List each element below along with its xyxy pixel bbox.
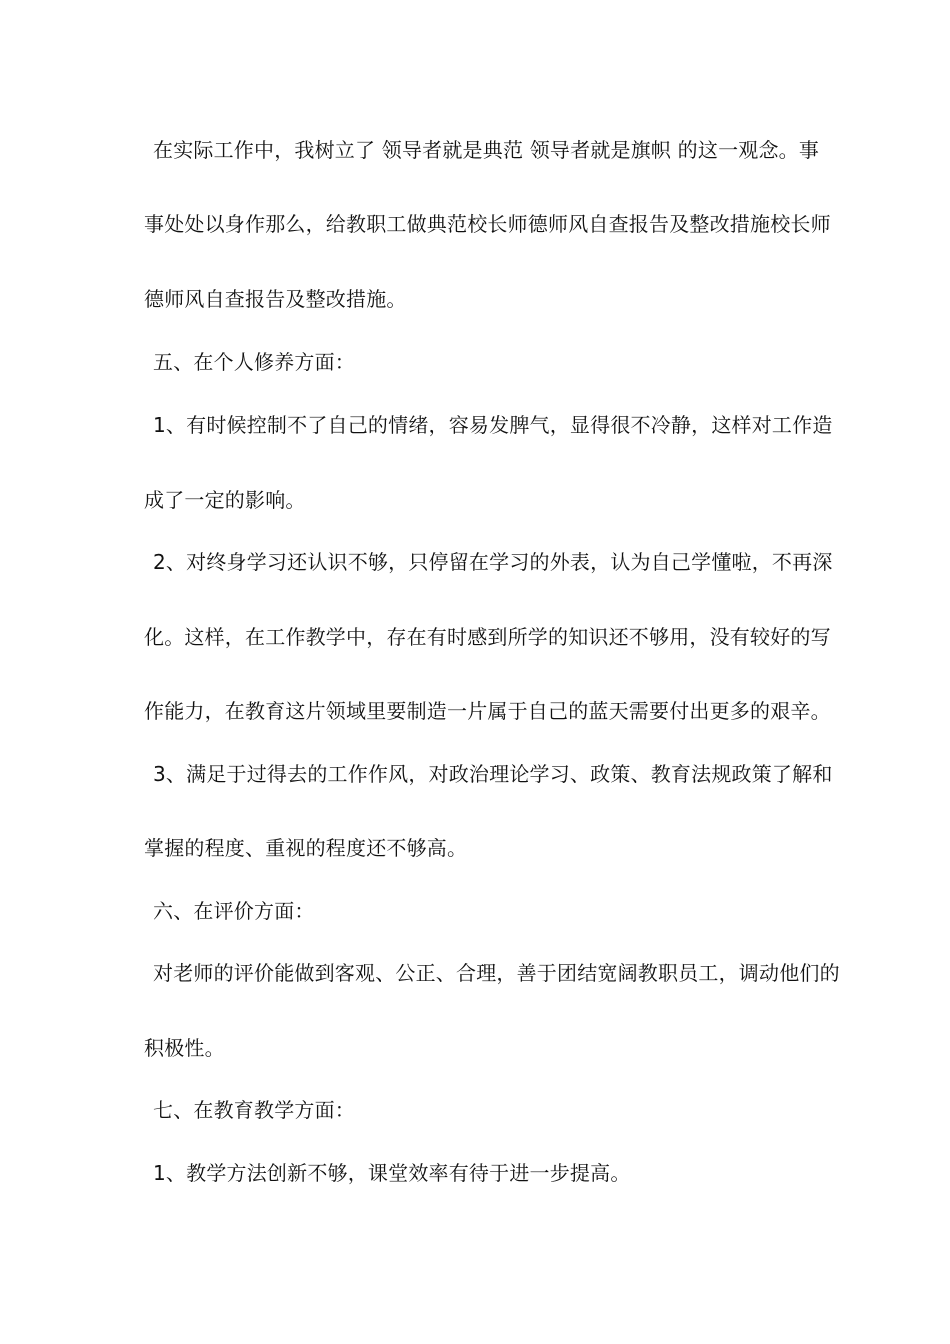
paragraph-line: 积极性。 — [144, 1036, 225, 1060]
paragraph-line: 德师风自查报告及整改措施。 — [144, 287, 407, 311]
paragraph-line: 成了一定的影响。 — [144, 488, 306, 512]
paragraph-line: 对老师的评价能做到客观、公正、合理，善于团结宽阔教职员工，调动他们的 — [153, 961, 840, 985]
paragraph-line: 在实际工作中，我树立了 领导者就是典范 领导者就是旗帜 的这一观念。事 — [153, 138, 820, 162]
section-heading: 六、在评价方面： — [153, 899, 315, 923]
paragraph-line: 化。这样，在工作教学中，存在有时感到所学的知识还不够用，没有较好的写 — [144, 625, 831, 649]
paragraph-line: 掌握的程度、重视的程度还不够高。 — [144, 836, 468, 860]
paragraph-line: 1、有时候控制不了自己的情绪，容易发脾气，显得很不冷静，这样对工作造 — [153, 413, 833, 437]
paragraph-line: 2、对终身学习还认识不够，只停留在学习的外表，认为自己学懂啦，不再深 — [153, 550, 833, 574]
paragraph-line: 作能力，在教育这片领域里要制造一片属于自己的蓝天需要付出更多的艰辛。 — [144, 699, 831, 723]
section-heading: 五、在个人修养方面： — [153, 350, 355, 374]
paragraph-line: 3、满足于过得去的工作作风，对政治理论学习、政策、教育法规政策了解和 — [153, 762, 833, 786]
paragraph-line: 事处处以身作那么，给教职工做典范校长师德师风自查报告及整改措施校长师 — [144, 212, 831, 236]
paragraph-line: 1、教学方法创新不够，课堂效率有待于进一步提高。 — [153, 1161, 631, 1185]
section-heading: 七、在教育教学方面： — [153, 1098, 355, 1122]
